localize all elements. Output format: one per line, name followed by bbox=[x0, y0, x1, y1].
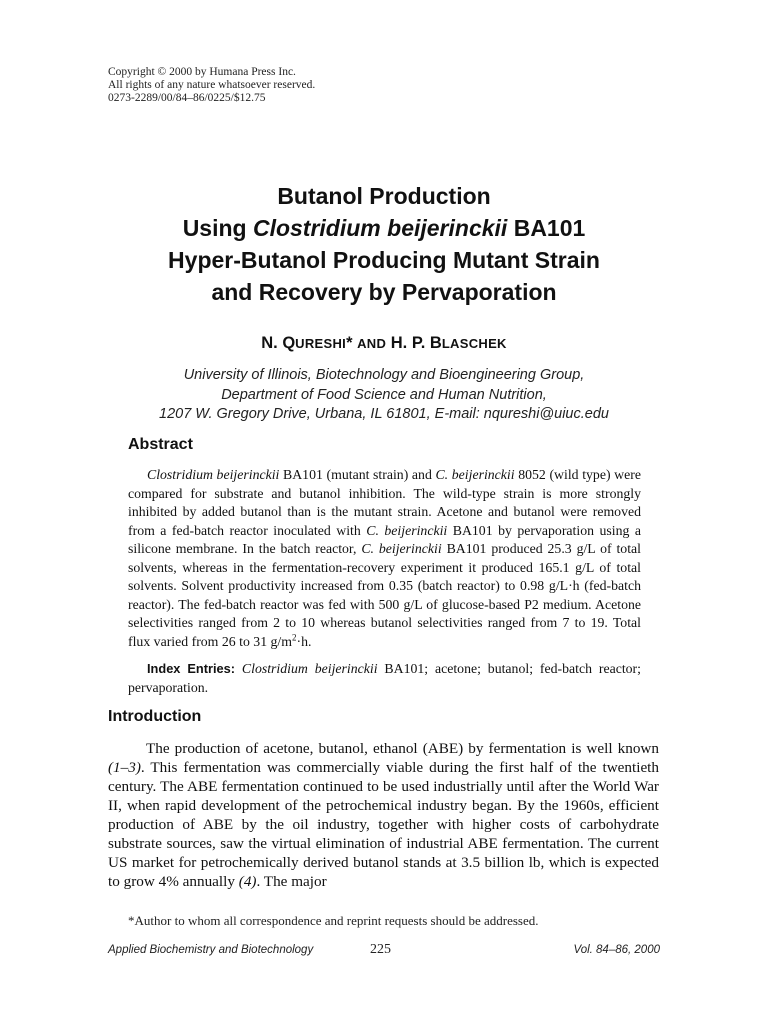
copyright-notice bbox=[108, 66, 315, 105]
corresponding-mark: * bbox=[346, 334, 353, 352]
text-run: 8052 (wild type) were compared for substrate and butanol inhibition. The wild-type strain is more strongly inhibited by added butanol than is the mutant strain. Acetone and butanol were removed from a fed-batch reactor inoculated with bbox=[128, 467, 641, 538]
affiliation-line: Department of Food Science and Human Nutrition, bbox=[221, 386, 547, 403]
species-name: C. beijerinckii bbox=[435, 467, 515, 482]
affiliation-line: 1207 W. Gregory Drive, Urbana, IL 61801, E-mail: nqureshi@uiuc.edu bbox=[159, 406, 609, 422]
text-run: BA101 by pervaporation using a silicone membrane. In the batch reactor, bbox=[128, 522, 642, 556]
index-entries-label: Index Entries: bbox=[147, 661, 236, 676]
abstract-body bbox=[128, 466, 641, 697]
issn-line: 0273-2289/00/84–86/0225/$12.75 bbox=[108, 92, 266, 104]
author-1-initial: N. Q bbox=[261, 334, 296, 352]
introduction-heading: Introduction bbox=[108, 708, 202, 725]
copyright-line: Copyright © 2000 by Humana Press Inc. bbox=[108, 66, 296, 78]
title-line-4: and Recovery by Pervaporation bbox=[211, 279, 557, 305]
rights-line: All rights of any nature whatsoever reserved. bbox=[108, 79, 316, 91]
affiliation-line: University of Illinois, Biotechnology and Bioengineering Group, bbox=[183, 367, 585, 383]
index-terms: BA101; acetone; butanol; fed-batch reactor; pervaporation. bbox=[128, 661, 641, 695]
index-entries bbox=[128, 660, 641, 697]
title-line-1: Butanol Production bbox=[277, 183, 491, 209]
citation-ref: (1–3) bbox=[108, 759, 141, 776]
title-line-3: Hyper-Butanol Producing Mutant Strain bbox=[168, 247, 600, 273]
index-species: Clostridium beijerinckii bbox=[235, 661, 378, 676]
text-run: BA101 (mutant strain) and bbox=[279, 467, 436, 482]
introduction-body bbox=[108, 739, 659, 891]
title-strain: BA101 bbox=[507, 215, 586, 241]
citation-ref: (4) bbox=[238, 873, 257, 890]
text-run: ·h. bbox=[296, 633, 312, 649]
title-prefix: Using bbox=[182, 215, 253, 241]
author-2-surname: LASCHEK bbox=[441, 336, 507, 351]
abstract-paragraph bbox=[128, 466, 641, 651]
species-name: C. beijerinckii bbox=[366, 522, 448, 538]
introduction-paragraph bbox=[108, 739, 659, 891]
paper-title bbox=[0, 180, 768, 308]
species-name: C. beijerinckii bbox=[361, 541, 442, 556]
author-1-surname: URESHI bbox=[295, 336, 347, 351]
species-name: Clostridium beijerinckii bbox=[147, 467, 280, 482]
volume-info: Vol. 84–86, 2000 bbox=[573, 944, 660, 956]
text-run: The production of acetone, butanol, ethanol (ABE) by fermentation is well known bbox=[146, 740, 659, 757]
text-run: . This fermentation was commercially viable during the first half of the twentieth century. The ABE fermentation continued to be used industrially until after the World War II, when rapid development of the petrochemical industry began. By the 1960s, efficient production of ABE by the oil industry, together with higher costs of carbohydrate substrate sources, saw the virtual elimination of industrial ABE fermentation. The current US market for petrochemically derived butanol stands at 3.5 billion lb, which is expected to grow 4% annually bbox=[108, 759, 659, 890]
author-2-initial: H. P. B bbox=[390, 334, 442, 352]
text-run: BA101 produced 25.3 g/L of total solvents, whereas in the fermentation-recovery experiment it produced 165.1 g/L of total solvents. Solvent productivity increased from 0.35 (batch reactor) to 0.98 g/L·h (fed-batch reactor). The fed-batch reactor was fed with 500 g/L of glucose-based P2 medium. Acetone selectivities ranged from 2 to 10 whereas butanol selectivities ranged from 7 to 19. Total flux varied from 26 to 31 g/m bbox=[128, 541, 641, 649]
page-number: 225 bbox=[370, 942, 391, 957]
footnote: *Author to whom all correspondence and reprint requests should be addressed. bbox=[128, 913, 539, 928]
affiliation bbox=[0, 366, 768, 425]
author-conjunction: AND bbox=[357, 336, 387, 351]
author-line bbox=[0, 334, 768, 353]
abstract-heading: Abstract bbox=[128, 436, 193, 453]
title-line-2 bbox=[0, 212, 768, 244]
text-run: . The major bbox=[256, 873, 327, 890]
superscript: 2 bbox=[292, 631, 297, 642]
title-species: Clostridium beijerinckii bbox=[252, 215, 508, 241]
journal-name: Applied Biochemistry and Biotechnology bbox=[108, 944, 314, 956]
